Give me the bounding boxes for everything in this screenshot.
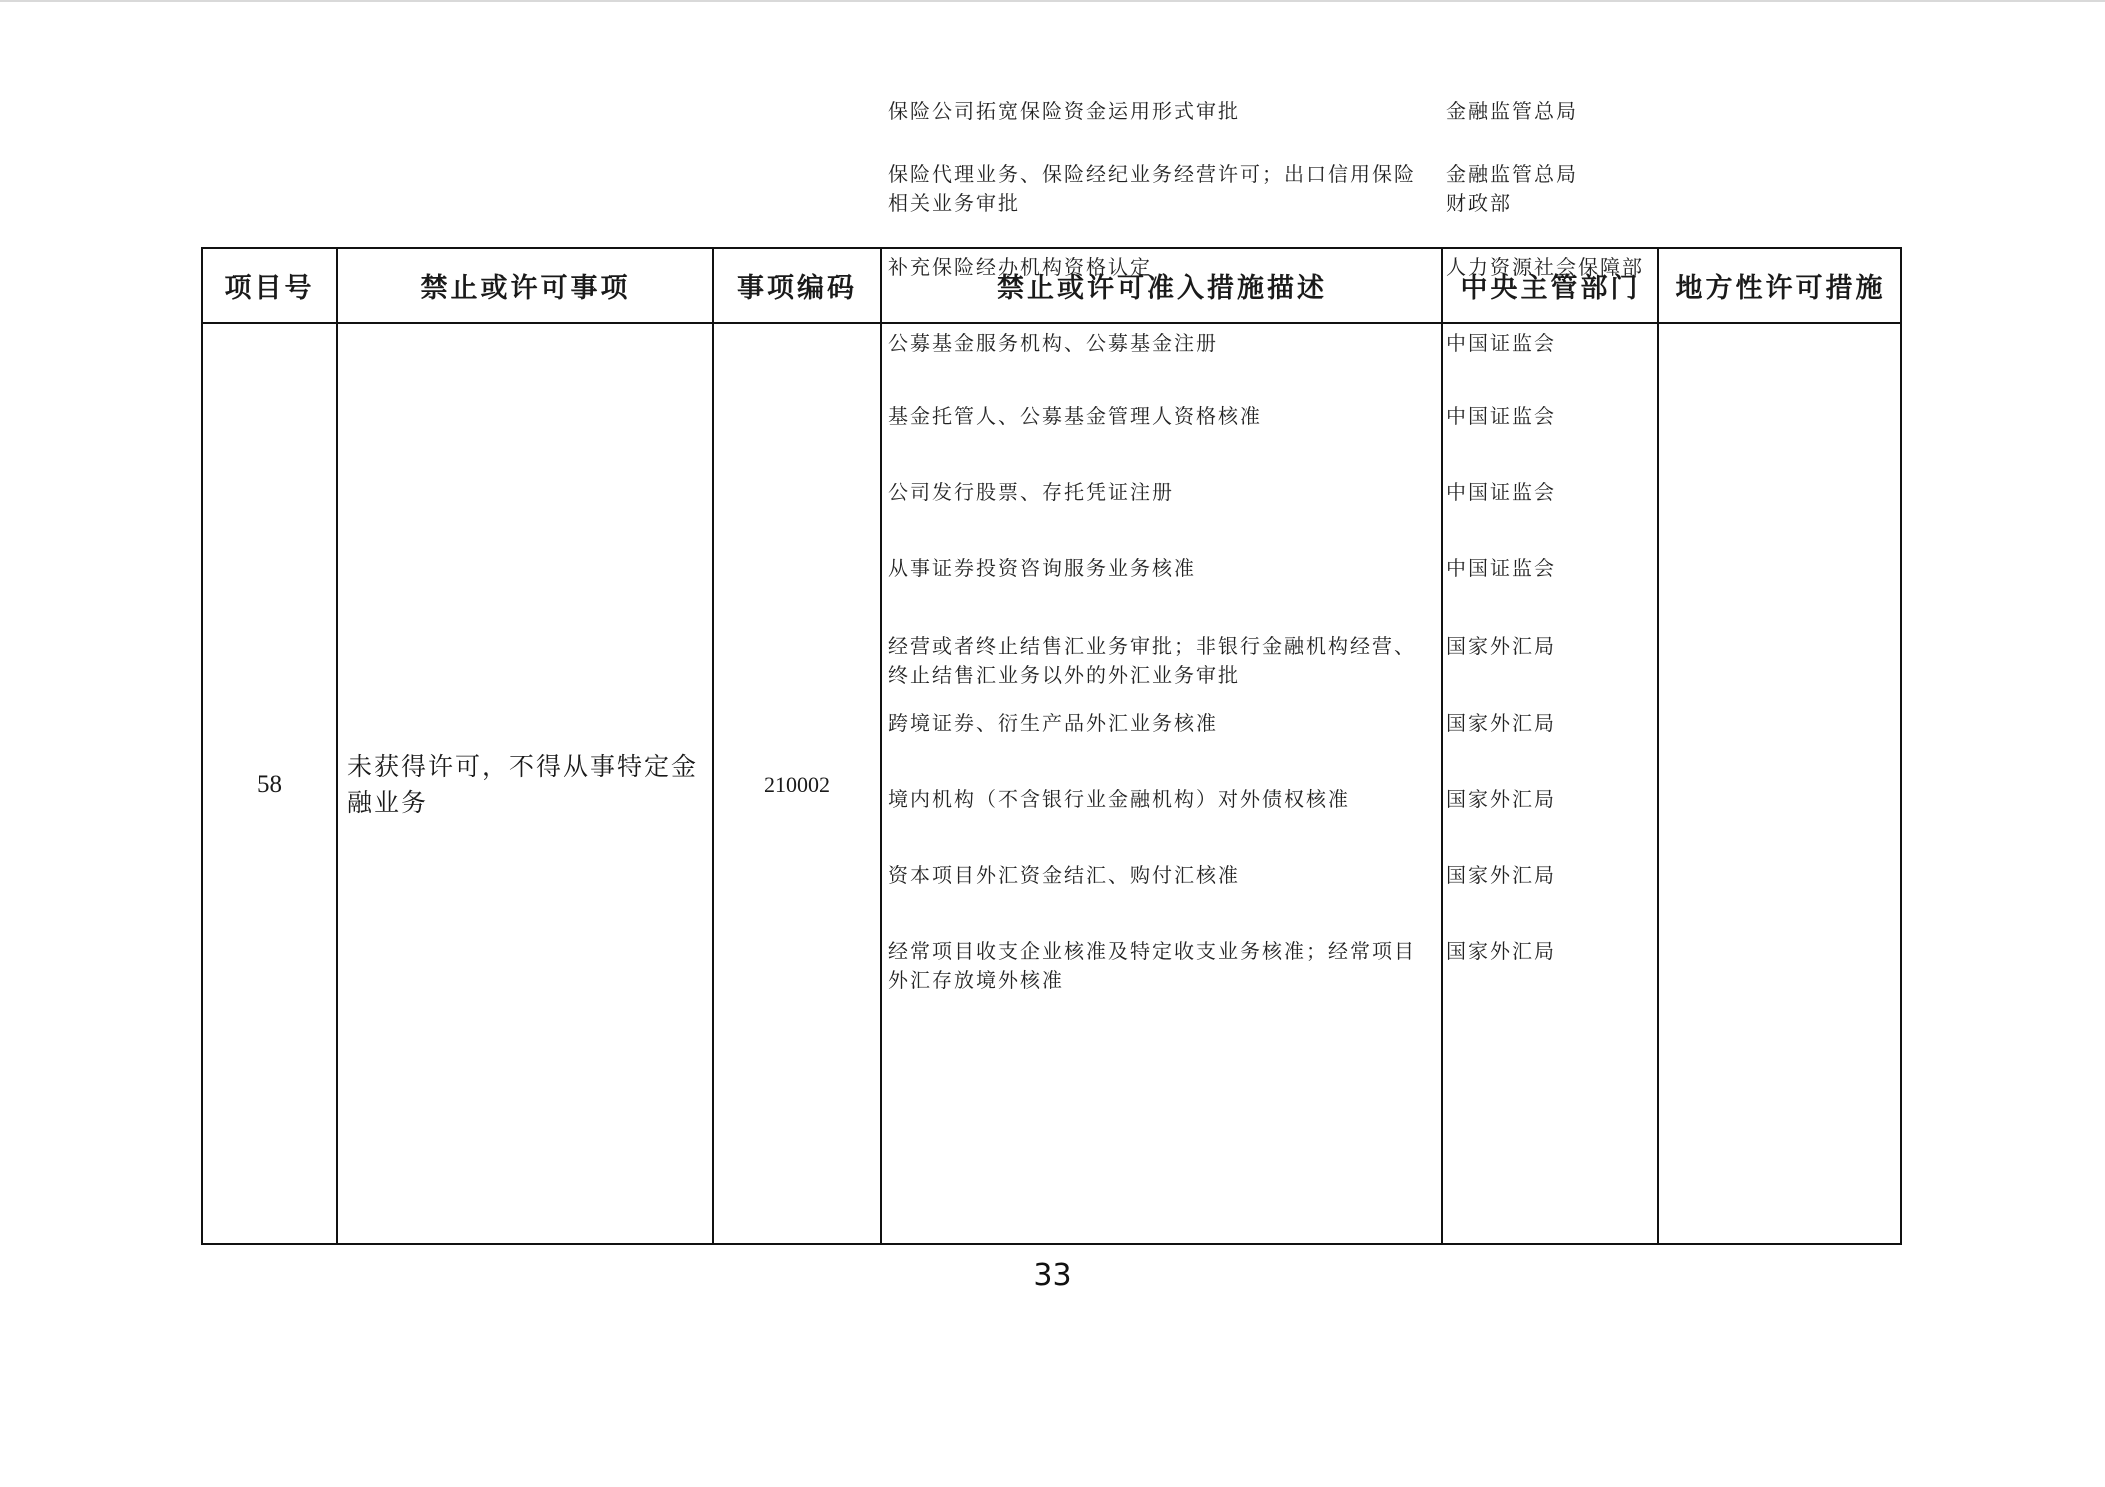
- measure-central-dept: 人力资源社会保障部: [1446, 255, 1644, 279]
- measure-central-dept: 国家外汇局: [1446, 711, 1556, 735]
- measure-central-dept: 中国证监会: [1446, 404, 1556, 428]
- cell-local-measures: [1659, 324, 1902, 1245]
- page-number: 33: [1033, 1258, 1072, 1293]
- measure-description: 从事证券投资咨询服务业务核准: [888, 556, 1196, 580]
- measure-description: 公司发行股票、存托凭证注册: [888, 480, 1174, 504]
- column-divider: [1441, 249, 1443, 1243]
- column-divider: [880, 249, 882, 1243]
- measure-description: 跨境证券、衍生产品外汇业务核准: [888, 711, 1218, 735]
- measure-central-dept: 国家外汇局: [1446, 939, 1556, 963]
- measure-description: 保险公司拓宽保险资金运用形式审批: [888, 99, 1240, 123]
- measure-description: 基金托管人、公募基金管理人资格核准: [888, 404, 1262, 428]
- measure-description: 保险代理业务、保险经纪业务经营许可；出口信用保险相关业务审批: [888, 162, 1416, 215]
- header-description: 禁止或许可准入措施描述: [997, 273, 1327, 304]
- header-central-dept: 中央主管部门: [1460, 273, 1641, 304]
- measure-description: 资本项目外汇资金结汇、购付汇核准: [888, 863, 1240, 887]
- header-item-no: 项目号: [224, 273, 315, 304]
- measure-description: 经常项目收支企业核准及特定收支业务核准；经常项目外汇存放境外核准: [888, 939, 1416, 992]
- permit-table: [201, 99, 1902, 1245]
- header-local-measures: 地方性许可措施: [1675, 273, 1886, 304]
- measure-description: 公募基金服务机构、公募基金注册: [888, 331, 1218, 355]
- measure-central-dept: 国家外汇局: [1446, 787, 1556, 811]
- measure-central-dept: 国家外汇局: [1446, 634, 1556, 658]
- measure-central-dept: 金融监管总局 财政部: [1446, 162, 1578, 215]
- measure-description: 境内机构（不含银行业金融机构）对外债权核准: [888, 787, 1350, 811]
- cell-matter: [339, 324, 712, 1245]
- header-matter: 禁止或许可事项: [420, 273, 631, 304]
- cell-item-no: 58: [257, 770, 282, 798]
- measure-central-dept: 中国证监会: [1446, 331, 1556, 355]
- measure-central-dept: 中国证监会: [1446, 556, 1556, 580]
- cell-code: 210002: [764, 771, 830, 797]
- page-top-rule: [0, 0, 2105, 2]
- matter-text: 未获得许可，不得从事特定金融业务: [347, 751, 699, 817]
- measure-description: 补充保险经办机构资格认定: [888, 255, 1152, 279]
- measure-description: 经营或者终止结售汇业务审批；非银行金融机构经营、终止结售汇业务以外的外汇业务审批: [888, 634, 1416, 687]
- column-divider: [336, 249, 338, 1243]
- measure-central-dept: 中国证监会: [1446, 480, 1556, 504]
- header-code: 事项编码: [737, 273, 857, 304]
- measure-central-dept: 金融监管总局: [1446, 99, 1578, 123]
- measure-central-dept: 国家外汇局: [1446, 863, 1556, 887]
